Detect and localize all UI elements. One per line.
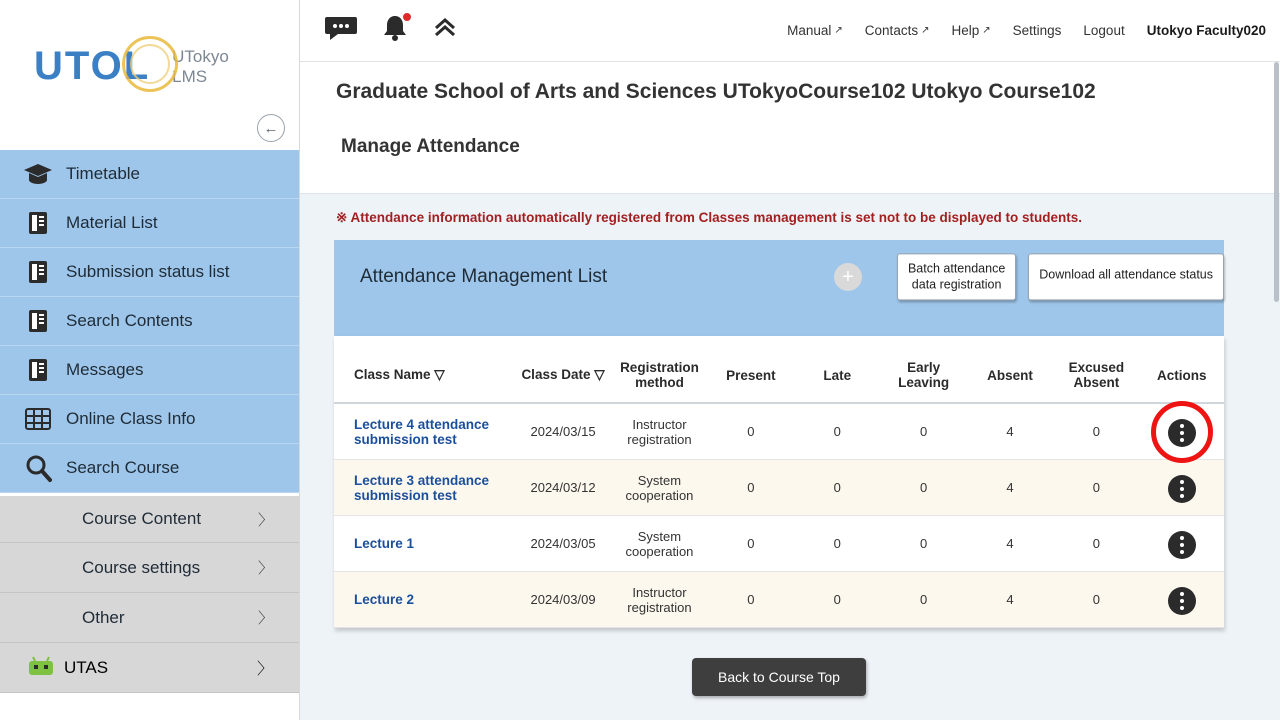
column-early-leaving: Early Leaving: [880, 350, 966, 403]
messages-icon[interactable]: [324, 15, 358, 46]
cell-class-date: 2024/03/09: [515, 572, 611, 628]
column-present: Present: [708, 350, 794, 403]
page-title: Manage Attendance: [341, 136, 520, 157]
cell-late: 0: [794, 572, 880, 628]
sidebar-item-course-content[interactable]: [0, 493, 299, 543]
grid-icon: [18, 403, 58, 435]
batch-attendance-registration-button[interactable]: [897, 253, 1016, 300]
help-link[interactable]: [951, 23, 990, 38]
utol-logo: [34, 44, 229, 89]
table-row: [334, 516, 1224, 572]
utas-icon: [18, 655, 64, 681]
cell-excused-absent: 0: [1053, 403, 1139, 460]
table-body: [334, 403, 1224, 628]
cell-absent: 4: [967, 516, 1053, 572]
cell-registration-method: System cooperation: [611, 460, 707, 516]
cell-early-leaving: 0: [880, 403, 966, 460]
book-icon: [18, 305, 58, 337]
cell-early-leaving: 0: [880, 516, 966, 572]
external-link-icon: ↗: [921, 25, 930, 36]
help-link-label: Help: [951, 23, 980, 38]
sidebar-subitem-label: Course settings: [82, 557, 201, 577]
top-bar-links: [787, 23, 1266, 38]
table-top-spacer: [334, 336, 1224, 350]
column-actions: Actions: [1140, 350, 1224, 403]
logo-subtitle: [172, 47, 229, 86]
manual-link-label: Manual: [787, 23, 832, 38]
kebab-menu-icon[interactable]: [1168, 475, 1196, 503]
attendance-notice: ※ Attendance information automatically registered from Classes management is set not to be displayed to students.: [336, 210, 1082, 225]
magnifier-icon: [18, 452, 58, 484]
cell-late: 0: [794, 460, 880, 516]
top-bar-icons: [324, 13, 458, 48]
table-header: [334, 350, 1224, 403]
cell-early-leaving: 0: [880, 460, 966, 516]
attendance-table-wrap: [334, 336, 1224, 628]
cell-present: 0: [708, 572, 794, 628]
sidebar-item-label: Search Course: [66, 458, 180, 477]
cell-class-name: [334, 460, 515, 516]
cell-actions: [1140, 516, 1224, 572]
sidebar-item-label: UTAS: [64, 657, 109, 677]
cell-registration-method: Instructor registration: [611, 403, 707, 460]
sidebar-subitem-label: Course Content: [82, 509, 202, 528]
arrow-left-icon: ←: [263, 119, 279, 137]
notifications-bell-icon[interactable]: [380, 13, 410, 48]
cell-early-leaving: 0: [880, 572, 966, 628]
sidebar-item-other[interactable]: [0, 593, 299, 643]
table-row: [334, 572, 1224, 628]
column-class-date[interactable]: Class Date ▽: [515, 350, 611, 403]
sidebar-item-timetable[interactable]: [0, 150, 299, 199]
add-attendance-button[interactable]: +: [834, 263, 862, 291]
logo-area: [0, 0, 299, 150]
chevron-right-icon: 〉: [257, 610, 273, 627]
panel-divider: [334, 314, 1224, 336]
cell-absent: 4: [967, 460, 1053, 516]
sidebar-item-label: Messages: [66, 360, 144, 379]
book-icon: [18, 256, 58, 288]
back-to-course-top-button[interactable]: Back to Course Top: [692, 658, 866, 696]
sidebar-collapse-button[interactable]: [257, 114, 285, 142]
batch-button-line1: Batch attendance: [907, 261, 1006, 276]
book-icon: [18, 354, 58, 386]
panel-header-buttons: [897, 253, 1224, 300]
cell-late: 0: [794, 516, 880, 572]
class-name-link[interactable]: Lecture 3 attendance submission test: [354, 472, 490, 503]
collapse-chevrons-icon[interactable]: [432, 16, 458, 45]
column-late: Late: [794, 350, 880, 403]
graduation-cap-icon: [18, 158, 58, 190]
cell-late: 0: [794, 403, 880, 460]
sidebar-item-search-course[interactable]: [0, 444, 299, 493]
column-excused-absent: Excused Absent: [1053, 350, 1139, 403]
kebab-menu-icon[interactable]: [1168, 587, 1196, 615]
sidebar-item-online-class-info[interactable]: [0, 395, 299, 444]
sidebar-item-messages[interactable]: [0, 346, 299, 395]
course-title: Graduate School of Arts and Sciences UTokyoCourse102 Utokyo Course102: [336, 80, 1096, 103]
logo-ring-inner-icon: [130, 44, 170, 84]
column-class-name[interactable]: Class Name ▽: [334, 350, 515, 403]
class-name-link[interactable]: Lecture 4 attendance submission test: [354, 416, 490, 447]
cell-actions: [1140, 460, 1224, 516]
cell-actions: [1140, 403, 1224, 460]
chevron-right-icon: 〉: [256, 661, 273, 678]
sidebar-item-label: Online Class Info: [66, 409, 196, 428]
panel-title: Attendance Management List: [360, 266, 608, 287]
cell-actions: [1140, 572, 1224, 628]
footer-actions: [334, 658, 1224, 696]
chevron-right-icon: 〉: [257, 560, 273, 577]
sidebar-item-label: Material List: [66, 213, 158, 232]
logout-link[interactable]: Logout: [1083, 23, 1125, 38]
class-name-link[interactable]: Lecture 2: [354, 592, 415, 607]
logo-subtitle-line2: LMS: [172, 66, 208, 86]
external-link-icon: ↗: [982, 25, 991, 36]
sidebar-item-utas[interactable]: [0, 643, 299, 693]
column-registration-method: Registration method: [611, 350, 707, 403]
cell-absent: 4: [967, 403, 1053, 460]
cell-present: 0: [708, 403, 794, 460]
cell-class-date: 2024/03/15: [515, 403, 611, 460]
cell-registration-method: Instructor registration: [611, 572, 707, 628]
kebab-menu-icon[interactable]: [1168, 531, 1196, 559]
main-content: [300, 0, 1280, 720]
external-link-icon: ↗: [834, 25, 843, 36]
sidebar-item-material-list[interactable]: [0, 199, 299, 248]
cell-class-name: [334, 516, 515, 572]
table-header-row: [334, 350, 1224, 403]
cell-excused-absent: 0: [1053, 460, 1139, 516]
sidebar-item-submission-status-list[interactable]: [0, 248, 299, 297]
attendance-panel: [300, 240, 1280, 696]
main-scrollbar[interactable]: [1274, 62, 1280, 720]
settings-link[interactable]: Settings: [1012, 23, 1062, 38]
sidebar-item-label: Search Contents: [66, 311, 193, 330]
download-button-label: Download all attendance status: [1039, 267, 1213, 282]
download-all-attendance-button[interactable]: [1028, 253, 1224, 300]
cell-class-date: 2024/03/05: [515, 516, 611, 572]
cell-class-name: [334, 572, 515, 628]
table-row: [334, 460, 1224, 516]
user-name: Utokyo Faculty020: [1146, 23, 1266, 38]
scrollbar-thumb[interactable]: [1274, 62, 1279, 302]
cell-excused-absent: 0: [1053, 572, 1139, 628]
batch-button-line2: data registration: [911, 277, 1002, 291]
cell-excused-absent: 0: [1053, 516, 1139, 572]
cell-registration-method: System cooperation: [611, 516, 707, 572]
class-name-link[interactable]: Lecture 1: [354, 536, 415, 551]
sidebar-item-label: Timetable: [66, 164, 141, 183]
attendance-table: [334, 350, 1224, 628]
contacts-link-label: Contacts: [864, 23, 919, 38]
table-row: [334, 403, 1224, 460]
chevron-right-icon: 〉: [257, 511, 273, 529]
sidebar-item-course-settings[interactable]: [0, 543, 299, 593]
top-bar: [300, 0, 1280, 62]
cell-present: 0: [708, 460, 794, 516]
column-absent: Absent: [967, 350, 1053, 403]
course-header: [300, 62, 1280, 194]
cell-class-name: [334, 403, 515, 460]
logo-subtitle-line1: UTokyo: [172, 46, 229, 66]
contacts-link[interactable]: [865, 23, 930, 38]
book-icon: [18, 207, 58, 239]
notification-badge: [402, 12, 412, 22]
sidebar-item-label: Submission status list: [66, 262, 230, 281]
sidebar-subitem-label: Other: [82, 607, 125, 627]
sidebar-item-search-contents[interactable]: [0, 297, 299, 346]
panel-header: [334, 240, 1224, 314]
kebab-menu-icon[interactable]: [1168, 419, 1196, 447]
manual-link[interactable]: [787, 23, 843, 38]
cell-absent: 4: [967, 572, 1053, 628]
sidebar: [0, 0, 300, 720]
cell-present: 0: [708, 516, 794, 572]
cell-class-date: 2024/03/12: [515, 460, 611, 516]
logo-text: UTOL: [34, 44, 151, 88]
